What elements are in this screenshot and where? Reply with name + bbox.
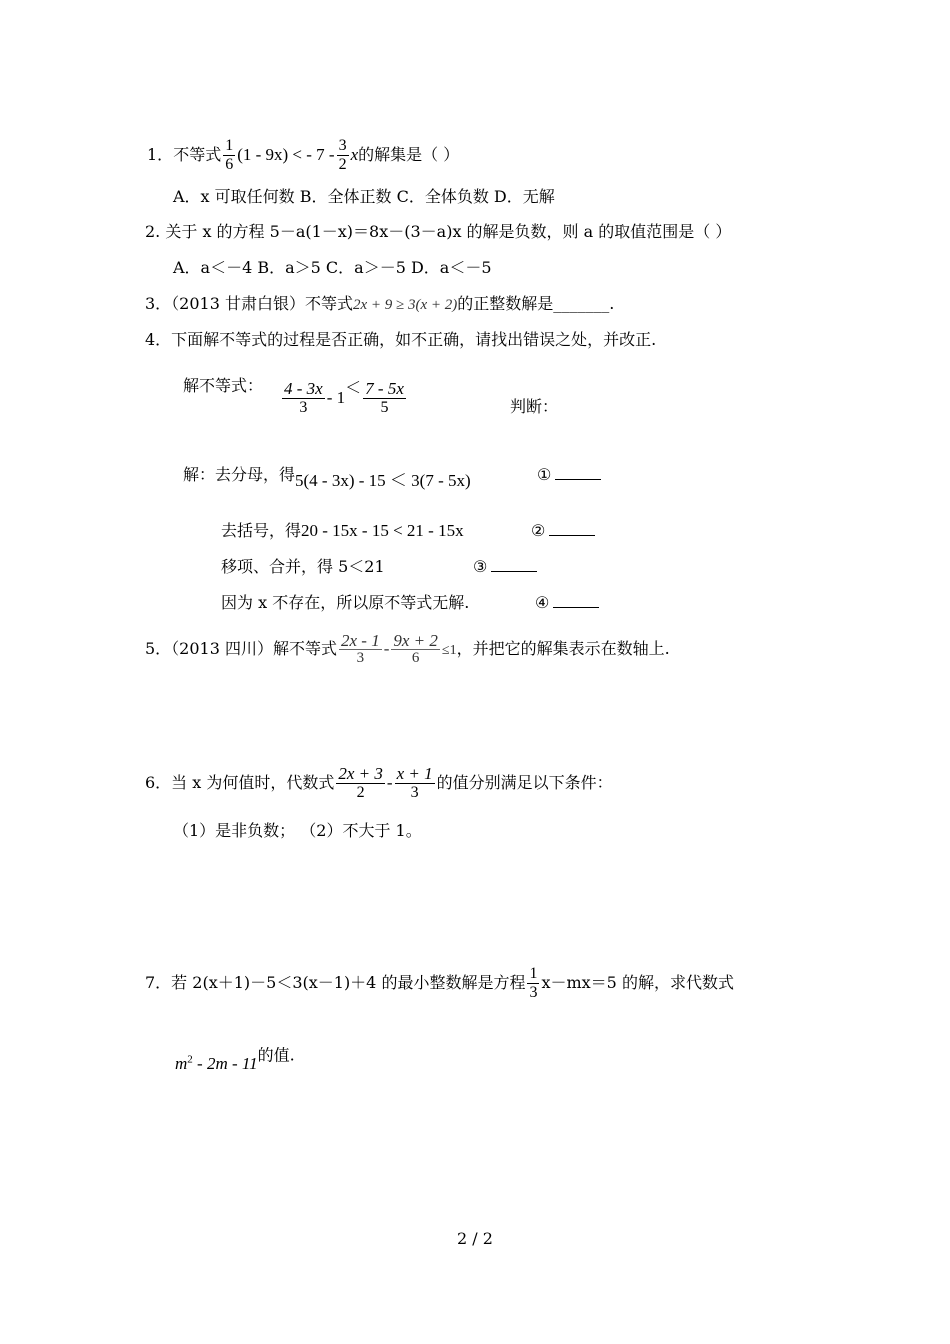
- q4-step3-mark: ③: [473, 557, 488, 576]
- question-5: [145, 632, 670, 667]
- q4-judge-label: 判断：: [510, 397, 559, 416]
- q4-less-than: ＜: [345, 378, 362, 397]
- q6-fraction-2: $\frac{x + 1}{3}$: [396, 764, 433, 801]
- q5-minus: -: [383, 639, 390, 658]
- q1-suffix: 的解集是（ ）: [358, 145, 460, 164]
- question-1: [147, 137, 459, 174]
- q4-step2-expression: 20 - 15x - 15 < 21 - 15x: [301, 521, 464, 540]
- q4-step-2: [221, 519, 464, 543]
- q4-step-1: [183, 463, 471, 490]
- q3-prefix: 3．（2013 甘肃白银）不等式: [145, 294, 353, 313]
- q7-suffix: x－mx＝5 的解，求代数式: [541, 973, 734, 992]
- q4-fraction-2: $\frac{7 - 5x}{5}$: [365, 379, 404, 416]
- q1-options: A．x 可取任何数 B．全体正数 C．全体负数 D．无解: [173, 187, 555, 206]
- q5-fraction-2: $\frac{9x + 2}{6}$: [393, 631, 438, 666]
- q7-prefix: 7．若 2(x＋1)－5＜3(x－1)＋4 的最小整数解是方程: [145, 973, 526, 992]
- q6-fraction-1: $\frac{2x + 3}{2}$: [338, 764, 383, 801]
- q2-options: A．a＜－4 B．a＞5 C．a＞－5 D．a＜－5: [173, 258, 492, 277]
- q4-minus-one: - 1: [326, 388, 346, 407]
- q5-fraction-1: $\frac{2x - 1}{3}$: [341, 631, 380, 666]
- q4-solve-label: 解不等式：: [183, 376, 264, 395]
- q4-step2-blank[interactable]: [549, 519, 595, 536]
- q4-step4-mark: ④: [535, 593, 550, 612]
- question-2: 2. 关于 x 的方程 5－a(1－x)＝8x－(3－a)x 的解是负数，则 a 的取值范围是（ ）: [145, 222, 732, 241]
- q4-step1-expression: 5(4 - 3x) - 15 ＜ 3(7 - 5x): [295, 471, 471, 490]
- q4-fraction-1: $\frac{4 - 3x}{3}$: [284, 379, 323, 416]
- question-4: 4．下面解不等式的过程是否正确，如不正确，请找出错误之处，并改正.: [145, 330, 657, 349]
- q4-step-3-answer: [473, 555, 537, 579]
- question-6: [145, 765, 613, 802]
- q4-step1-label: 解：去分母，得: [183, 465, 296, 484]
- q4-step2-label: 去括号，得: [221, 521, 302, 540]
- q1-expression: (1 - 9x) < - 7 -: [237, 145, 335, 164]
- q1-variable: x: [350, 145, 359, 164]
- question-7: [145, 965, 734, 1002]
- q4-step1-blank[interactable]: [555, 463, 601, 480]
- q4-step4-blank[interactable]: [553, 591, 599, 608]
- q4-step2-mark: ②: [531, 521, 546, 540]
- q4-step1-mark: ①: [537, 465, 552, 484]
- q4-inequality: [280, 376, 408, 417]
- q7-expression-line: [175, 1039, 295, 1073]
- q4-step-4-answer: [535, 591, 599, 615]
- q3-suffix: 的正整数解是_______.: [457, 294, 615, 313]
- q1-fraction-1: $\frac{1}{6}$: [225, 137, 234, 173]
- q4-step-1-answer: [537, 463, 601, 487]
- q7-fraction: $\frac{1}{3}$: [529, 965, 538, 1001]
- question-3: [145, 292, 614, 317]
- q1-prefix: 1．不等式: [147, 145, 222, 164]
- q1-fraction-2: $\frac{3}{2}$: [338, 137, 347, 173]
- q6-minus: -: [386, 773, 393, 792]
- q7-tail: 的值.: [257, 1045, 295, 1065]
- q6-conditions: （1）是非负数； （2）不大于 1。: [173, 821, 422, 840]
- q7-expression: $m^2 - 2m - 11$: [175, 1053, 258, 1073]
- q6-prefix: 6．当 x 为何值时，代数式: [145, 773, 335, 792]
- q5-less-equal: ≤1: [441, 643, 457, 658]
- q4-step-4: 因为 x 不存在，所以原不等式无解.: [221, 593, 470, 612]
- q5-suffix: ，并把它的解集表示在数轴上.: [456, 639, 670, 658]
- q3-expression: 2x + 9 ≥ 3(x + 2): [353, 297, 458, 313]
- q4-step3-blank[interactable]: [491, 555, 537, 572]
- page-number: 2 / 2: [457, 1229, 493, 1248]
- q4-step-3: 移项、合并，得 5＜21: [221, 557, 385, 576]
- q6-suffix: 的值分别满足以下条件：: [436, 773, 613, 792]
- q5-prefix: 5．（2013 四川）解不等式: [145, 639, 337, 658]
- q4-step-2-answer: [531, 519, 595, 543]
